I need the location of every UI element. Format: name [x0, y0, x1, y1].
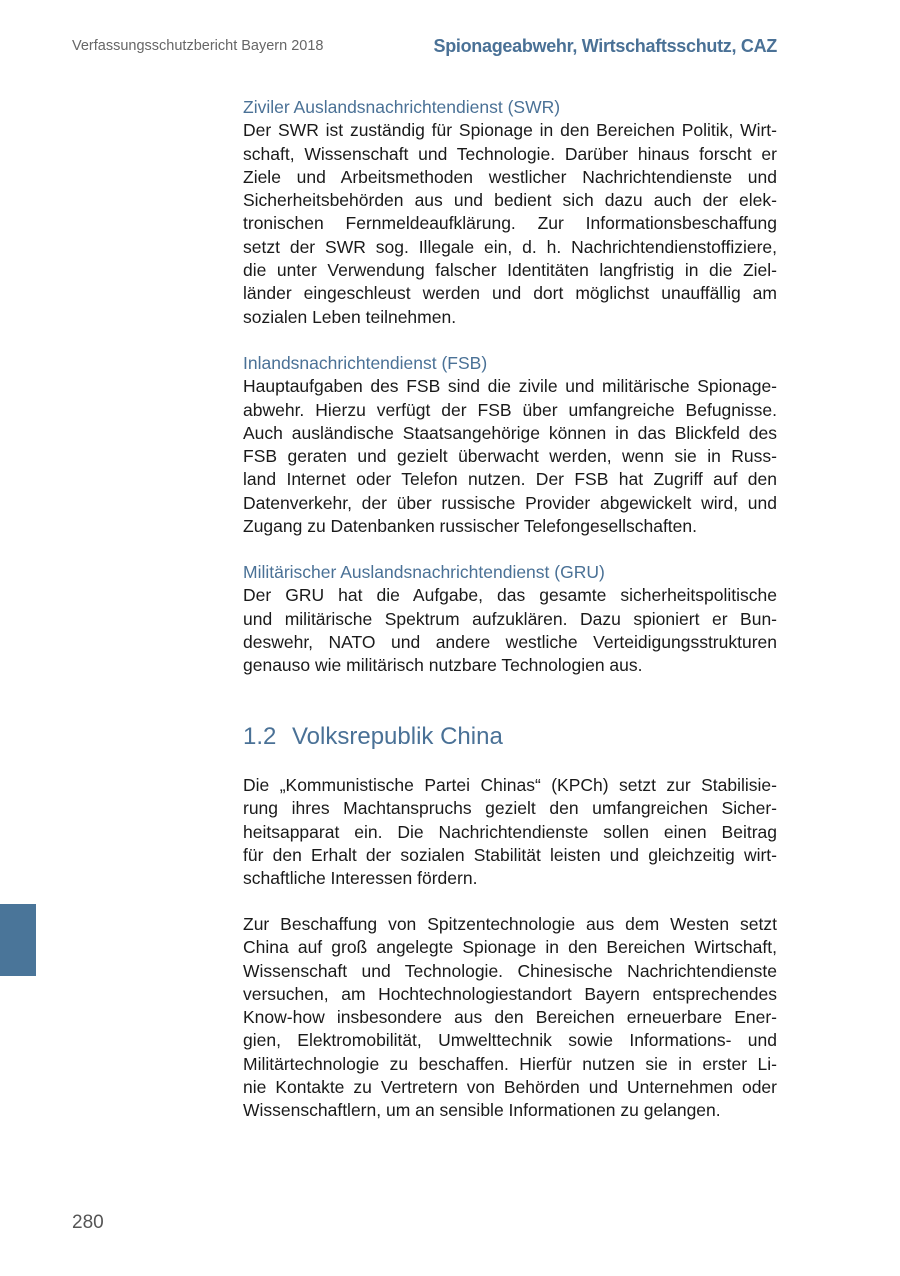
text-line: Zugang zu Datenbanken russischer Telefongesellschaften. — [243, 516, 697, 537]
running-header-title: Verfassungsschutzbericht Bayern 2018 — [72, 38, 324, 54]
text-line: schaft, Wissenschaft und Technologie. Darüber hinaus forscht er — [243, 143, 777, 164]
text-line: Auch ausländische Staatsangehörige können in das Blickfeld des — [243, 422, 777, 443]
subsection-heading: Militärischer Auslandsnachrichtendienst (GRU) — [243, 562, 605, 582]
text-line: Der SWR ist zuständig für Spionage in den Bereichen Politik, Wirt- — [243, 120, 777, 141]
chapter-title: Volksrepublik China — [292, 723, 503, 750]
chapter-tab-marker — [0, 904, 36, 976]
section-gru — [243, 561, 777, 677]
text-line: Wissenschaft und Technologie. Chinesische Nachrichtendienste — [243, 960, 777, 981]
text-line: Hauptaufgaben des FSB sind die zivile und militärische Spionage- — [243, 376, 777, 397]
text-line: gien, Elektromobilität, Umwelttechnik sowie Informations- und — [243, 1030, 777, 1051]
text-line: Know-how insbesondere aus den Bereichen erneuerbare Ener- — [243, 1007, 777, 1028]
text-line: Ziele und Arbeitsmethoden westlicher Nachrichtendienste und — [243, 166, 777, 187]
text-line: versuchen, am Hochtechnologiestandort Bayern entsprechendes — [243, 983, 777, 1004]
text-line: rung ihres Machtanspruchs gezielt den umfangreichen Sicher- — [243, 798, 777, 819]
subsection-heading: Inlandsnachrichtendienst (FSB) — [243, 353, 488, 373]
text-line: abwehr. Hierzu verfügt der FSB über umfangreiche Befugnisse. — [243, 399, 777, 420]
text-line: Wissenschaftlern, um an sensible Informationen zu gelangen. — [243, 1100, 721, 1121]
page-number: 280 — [72, 1212, 104, 1233]
text-line: die unter Verwendung falscher Identitäten langfristig in die Ziel- — [243, 260, 777, 281]
text-line: heitsapparat ein. Die Nachrichtendienste sollen einen Beitrag — [243, 821, 777, 842]
text-line: Sicherheitsbehörden aus und bedient sich dazu auch der elek- — [243, 190, 777, 211]
text-line: Die „Kommunistische Partei Chinas“ (KPCh) setzt zur Stabilisie- — [243, 775, 777, 795]
text-line: für den Erhalt der sozialen Stabilität leisten und gleichzeitig wirt- — [243, 844, 777, 865]
text-line: tronischen Fernmeldeaufklärung. Zur Informationsbeschaffung — [243, 213, 777, 234]
section-fsb — [243, 352, 777, 538]
section-swr — [243, 96, 777, 329]
text-line: länder eingeschleust werden und dort möglichst unauffällig am — [243, 283, 777, 304]
text-line: genauso wie militärisch nutzbare Technologien aus. — [243, 655, 643, 676]
text-line: deswehr, NATO und andere westliche Verteidigungsstrukturen — [243, 631, 777, 652]
chapter-number: 1.2 — [243, 723, 277, 750]
text-line: Datenverkehr, der über russische Provider abgewickelt wird, und — [243, 492, 777, 513]
text-line: China auf groß angelegte Spionage in den Bereichen Wirtschaft, — [243, 937, 777, 958]
text-line: land Internet oder Telefon nutzen. Der FSB hat Zugriff auf den — [243, 469, 777, 490]
text-line: Der GRU hat die Aufgabe, das gesamte sicherheitspolitische — [243, 585, 777, 606]
paragraph — [243, 774, 777, 890]
subsection-heading: Ziviler Auslandsnachrichtendienst (SWR) — [243, 97, 561, 117]
chapter-heading — [243, 723, 777, 751]
running-header-chapter: Spionageabwehr, Wirtschaftsschutz, CAZ — [433, 36, 777, 56]
text-line: setzt der SWR sog. Illegale ein, d. h. Nachrichtendienstoffiziere, — [243, 236, 777, 257]
text-line: FSB geraten und gezielt überwacht werden, wenn sie in Russ- — [243, 446, 777, 467]
text-line: nie Kontakte zu Vertretern von Behörden und Unternehmen oder — [243, 1077, 777, 1098]
paragraph — [243, 913, 777, 1123]
text-line: schaftliche Interessen fördern. — [243, 868, 478, 889]
text-line: und militärische Spektrum aufzuklären. Dazu spioniert er Bun- — [243, 608, 777, 629]
text-line: Militärtechnologie zu beschaffen. Hierfür nutzen sie in erster Li- — [243, 1053, 777, 1074]
text-line: Zur Beschaffung von Spitzentechnologie aus dem Westen setzt — [243, 914, 777, 934]
text-line: sozialen Leben teilnehmen. — [243, 306, 457, 327]
